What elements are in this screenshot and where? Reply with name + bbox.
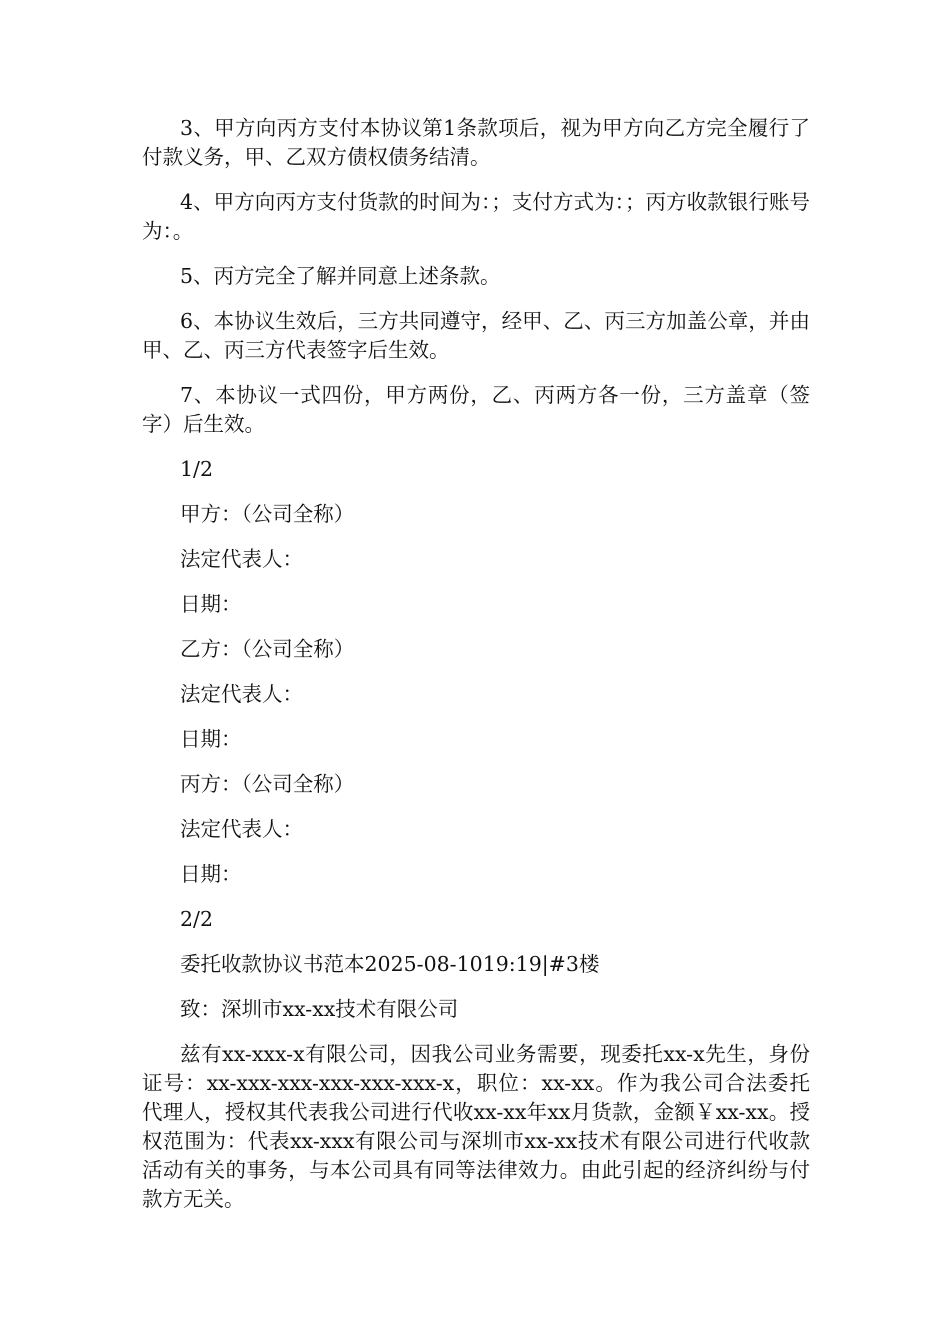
- party-c-name: 丙方：（公司全称）: [180, 772, 355, 796]
- letter-salutation: 致：深圳市xx-xx技术有限公司: [180, 997, 459, 1021]
- letter-body: 兹有xx-xxx-x有限公司，因我公司业务需要，现委托xx-x先生，身份证号：xx-xxx-xxx-xxx-xxx-xxx-x，职位：xx-xx。作为我公司合法委托代理人，授权其代表我公司进行代收xx-xx年xx月货款，金额￥xx-xx。授权范围为：代表xx-xxx有限公司与深圳市xx-xx技术有限公司进行代收款活动有关的事务，与本公司具有同等法律效力。由此引起的经济纠纷与付款方无关。: [142, 1042, 810, 1211]
- clause-3: 3、甲方向丙方支付本协议第1条款项后，视为甲方向乙方完全履行了付款义务，甲、乙双方债权债务结清。: [142, 116, 810, 169]
- party-a-representative: 法定代表人：: [180, 547, 303, 571]
- document-content: [142, 114, 810, 1230]
- party-b-date: 日期：: [180, 727, 242, 751]
- post-header: 委托收款协议书范本2025-08-1019:19|#3楼: [180, 952, 600, 976]
- page-marker: 1/2: [180, 457, 213, 481]
- page-marker: 2/2: [180, 907, 213, 931]
- clause-6: 6、本协议生效后，三方共同遵守，经甲、乙、丙三方加盖公章，并由甲、乙、丙三方代表签字后生效。: [142, 309, 810, 362]
- party-c-representative: 法定代表人：: [180, 817, 303, 841]
- clause-7: 7、本协议一式四份，甲方两份，乙、丙两方各一份，三方盖章（签字）后生效。: [142, 383, 810, 436]
- clause-4: 4、甲方向丙方支付货款的时间为：；支付方式为：；丙方收款银行账号为：。: [142, 190, 810, 243]
- clause-5: 5、丙方完全了解并同意上述条款。: [180, 264, 501, 288]
- party-b-name: 乙方：（公司全称）: [180, 637, 355, 661]
- party-b-representative: 法定代表人：: [180, 682, 303, 706]
- party-a-date: 日期：: [180, 592, 242, 616]
- party-c-date: 日期：: [180, 862, 242, 886]
- party-a-name: 甲方：（公司全称）: [180, 502, 355, 526]
